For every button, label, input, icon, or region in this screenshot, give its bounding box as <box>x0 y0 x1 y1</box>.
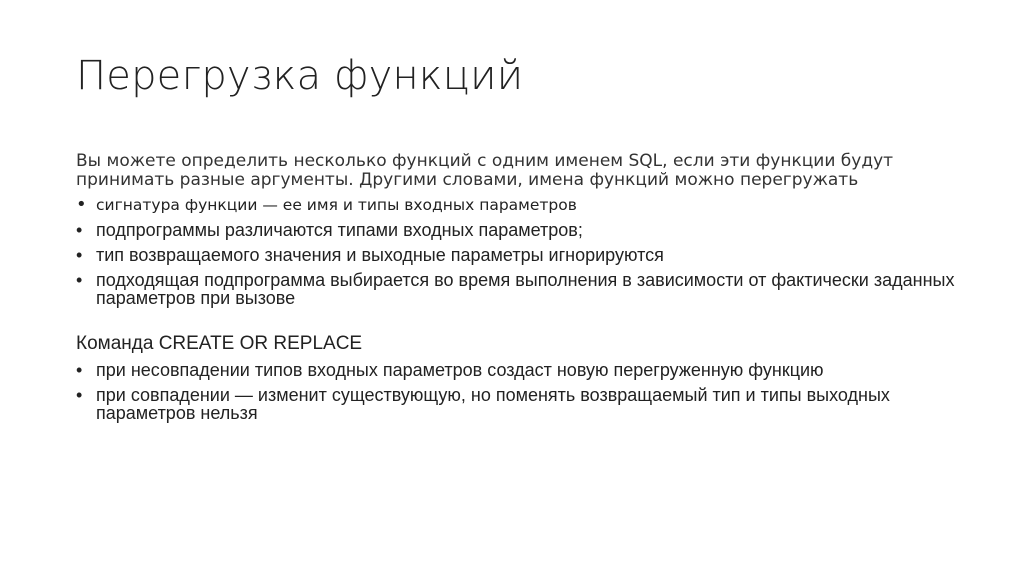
list-item-text: при несовпадении типов входных параметров создаст новую перегруженную функцию <box>96 360 824 380</box>
list-item <box>76 221 956 239</box>
slide-content <box>76 152 956 429</box>
list-item <box>76 246 956 264</box>
list-item <box>76 271 956 307</box>
slide-title: Перегрузка функций <box>76 53 524 99</box>
list-item-text: сигнатура функции — ее имя и типы входных параметров <box>96 196 577 214</box>
bullet-icon: • <box>76 194 87 215</box>
list-item <box>76 386 956 422</box>
list-item-text: тип возвращаемого значения и выходные параметры игнорируются <box>96 245 664 265</box>
list-item-text: подходящая подпрограмма выбирается во время выполнения в зависимости от фактически заданных параметров при вызове <box>96 270 955 308</box>
bullet-icon: • <box>76 270 83 290</box>
list-item-text: подпрограммы различаются типами входных параметров; <box>96 220 583 240</box>
bullet-icon: • <box>76 220 83 240</box>
intro-paragraph: Вы можете определить несколько функций с одним именем SQL, если эти функции будут принимать разные аргументы. Другими словами, имена функций можно перегружать <box>76 151 894 190</box>
list-item <box>76 361 956 379</box>
list-item <box>76 196 956 214</box>
bullet-list-create-or-replace <box>76 361 956 422</box>
bullet-icon: • <box>76 245 83 265</box>
list-item-text: при совпадении — изменит существующую, но поменять возвращаемый тип и типы выходных параметров нельзя <box>96 385 890 423</box>
bullet-icon: • <box>76 385 83 405</box>
section-heading: Команда CREATE OR REPLACE <box>76 333 363 354</box>
bullet-icon: • <box>76 360 83 380</box>
bullet-list-overloading <box>76 196 956 307</box>
